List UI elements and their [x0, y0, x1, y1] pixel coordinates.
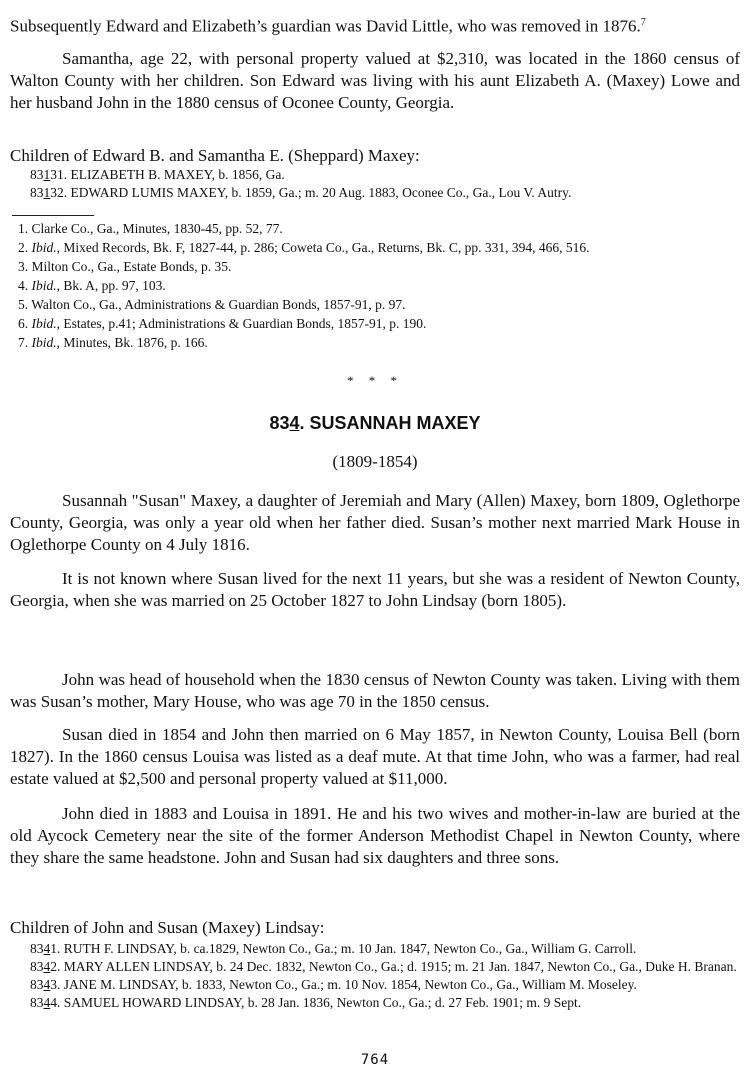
- children-john-list: [30, 940, 742, 1012]
- page-number: 764: [360, 1052, 390, 1068]
- body-paragraph: Susannah "Susan" Maxey, a daughter of Jeremiah and Mary (Allen) Maxey, born 1809, Oglethorpe County, Georgia, was only a year old when her father died. Susan’s mother next married Mark House in Oglethorpe County on 4 July 1816.: [10, 491, 740, 554]
- child-number: 8343.: [30, 977, 61, 992]
- intro-text: Subsequently Edward and Elizabeth’s guardian was David Little, who was removed in 1876.: [10, 16, 641, 36]
- child-number: 83131.: [30, 167, 68, 182]
- footnote-item: 6. Ibid., Estates, p.41; Administrations & Guardian Bonds, 1857-91, p. 190.: [18, 316, 427, 331]
- child-item: [30, 184, 742, 202]
- footnote-item: 1. Clarke Co., Ga., Minutes, 1830-45, pp. 52, 77.: [18, 221, 283, 236]
- intro-paragraph: [10, 12, 740, 38]
- body-paragraph: Susan died in 1854 and John then married on 6 May 1857, in Newton County, Louisa Bell (born 1827). In the 1860 census Louisa was listed as a deaf mute. At that time John, who was a farmer, had real estate valued at $2,500 and personal property valued at $11,000.: [10, 725, 740, 788]
- footnote-list: [18, 219, 590, 352]
- child-item: [30, 958, 742, 976]
- section-heading: 834. SUSANNAH MAXEY: [269, 413, 481, 433]
- child-text: ELIZABETH B. MAXEY, b. 1856, Ga.: [67, 167, 285, 182]
- footnote-ref-7: 7: [640, 17, 646, 28]
- children-edward-heading: Children of Edward B. and Samantha E. (Sheppard) Maxey:: [10, 146, 420, 165]
- child-text: RUTH F. LINDSAY, b. ca.1829, Newton Co., Ga.; m. 10 Jan. 1847, Newton Co., Ga., William G. Carroll.: [60, 941, 637, 956]
- footnote-item: 5. Walton Co., Ga., Administrations & Guardian Bonds, 1857-91, p. 97.: [18, 297, 406, 312]
- child-text: JANE M. LINDSAY, b. 1833, Newton Co., Ga.; m. 10 Nov. 1854, Newton Co., Ga., William M. Moseley.: [60, 977, 637, 992]
- child-item: [30, 976, 742, 994]
- children-john-heading: Children of John and Susan (Maxey) Lindsay:: [10, 918, 325, 937]
- samantha-paragraph: Samantha, age 22, with personal property valued at $2,310, was located in the 1860 census of Walton County with her children. Son Edward was living with his aunt Elizabeth A. (Maxey) Lowe and her husband John in the 1880 census of Oconee County, Georgia.: [10, 49, 740, 112]
- child-number: 8344.: [30, 995, 61, 1010]
- footnote-item: 3. Milton Co., Ga., Estate Bonds, p. 35.: [18, 259, 232, 274]
- footnote-item: 7. Ibid., Minutes, Bk. 1876, p. 166.: [18, 335, 208, 350]
- child-text: MARY ALLEN LINDSAY, b. 24 Dec. 1832, Newton Co., Ga.; d. 1915; m. 21 Jan. 1847, Newton Co., Ga., Duke H. Branan.: [60, 959, 737, 974]
- body-paragraph: It is not known where Susan lived for the next 11 years, but she was a resident of Newton County, Georgia, when she was married on 25 October 1827 to John Lindsay (born 1805).: [10, 569, 740, 610]
- children-edward-list: [30, 166, 742, 202]
- body-paragraph: John was head of household when the 1830 census of Newton County was taken. Living with them was Susan’s mother, Mary House, who was age 70 in the 1850 census.: [10, 670, 740, 711]
- footnote-item: 2. Ibid., Mixed Records, Bk. F, 1827-44, p. 286; Coweta Co., Ga., Returns, Bk. C, pp. 331, 394, 466, 516.: [18, 240, 590, 255]
- body-paragraph: John died in 1883 and Louisa in 1891. He and his two wives and mother-in-law are buried at the old Aycock Cemetery near the site of the former Anderson Methodist Chapel in Newton County, where they share the same headstone. John and Susan had six daughters and three sons.: [10, 804, 740, 867]
- footnote-item: 4. Ibid., Bk. A, pp. 97, 103.: [18, 278, 166, 293]
- child-item: [30, 940, 742, 958]
- child-item: [30, 994, 742, 1012]
- section-separator: * * *: [347, 373, 403, 388]
- child-number: 83132.: [30, 185, 68, 200]
- section-dates: (1809-1854): [332, 452, 418, 471]
- footnote-divider: [12, 215, 94, 216]
- child-number: 8342.: [30, 959, 61, 974]
- child-item: [30, 166, 742, 184]
- child-number: 8341.: [30, 941, 61, 956]
- child-text: EDWARD LUMIS MAXEY, b. 1859, Ga.; m. 20 Aug. 1883, Oconee Co., Ga., Lou V. Autry.: [67, 185, 572, 200]
- child-text: SAMUEL HOWARD LINDSAY, b. 28 Jan. 1836, Newton Co., Ga.; d. 27 Feb. 1901; m. 9 Sept.: [60, 995, 582, 1010]
